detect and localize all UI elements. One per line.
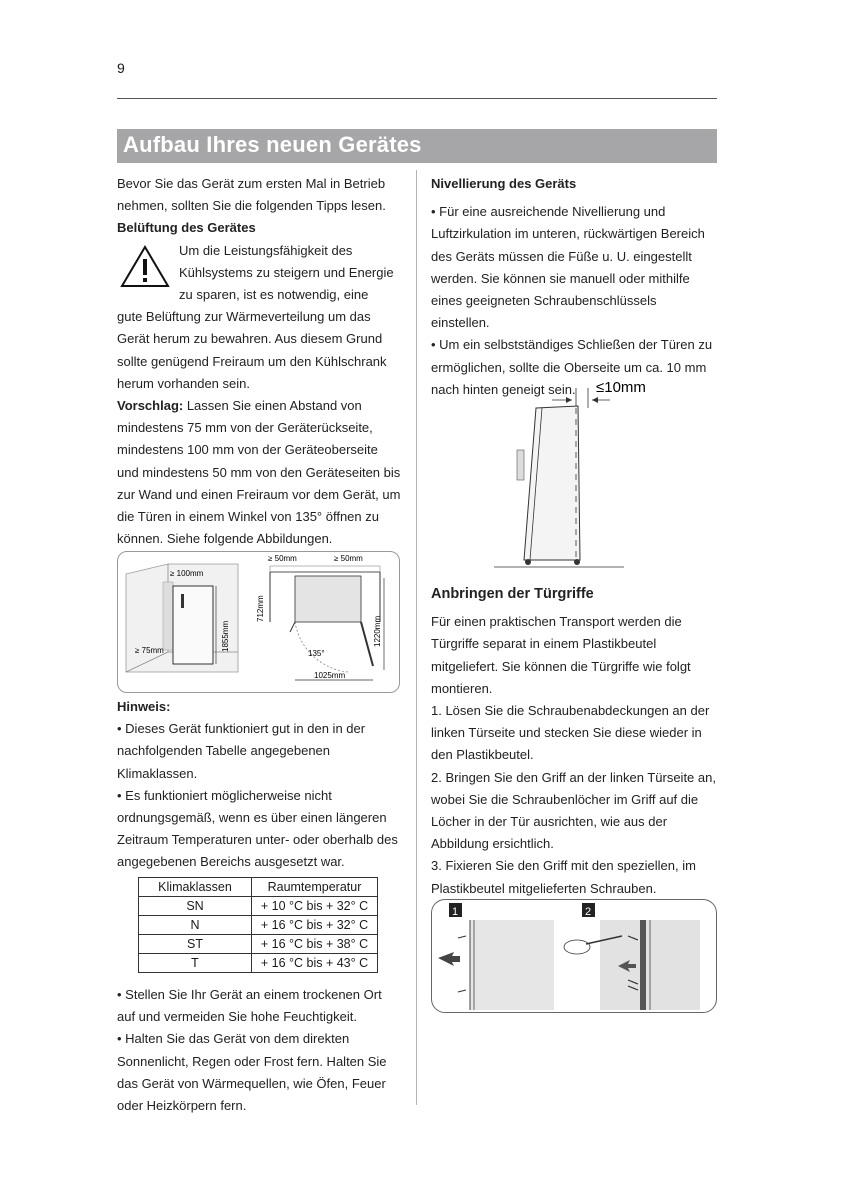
note-1: • Dieses Gerät funktioniert gut in den in der nachfolgenden Tabelle angegebenen Klimaklassen. <box>117 721 366 781</box>
table-row <box>139 897 378 916</box>
climate-class-table <box>138 877 378 973</box>
note-heading: Hinweis: <box>117 699 171 714</box>
label-angle: 135° <box>308 649 325 658</box>
table-cell: N <box>139 916 252 935</box>
ventilation-line-2: Kühlsystems zu steigern und Energie <box>179 264 394 280</box>
handle-intro: Für einen praktischen Transport werden die Türgriffe separat in einem Plastikbeutel mitgeliefert. Sie können die Türgriffe wie folgt montieren. <box>431 614 691 696</box>
figure-label-2: 2 <box>585 906 592 918</box>
figure-label-1: 1 <box>452 906 459 918</box>
table-cell: + 16 °C bis + 32° C <box>252 916 378 935</box>
handle-installation-drawing <box>432 900 716 1012</box>
label-height: 1855mm <box>221 620 230 652</box>
table-row <box>139 935 378 954</box>
table-cell: + 16 °C bis + 43° C <box>252 954 378 973</box>
handle-installation-figure <box>431 899 717 1013</box>
label-depth: 712mm <box>256 595 265 622</box>
page-number: 9 <box>117 60 125 76</box>
table-header-row <box>139 878 378 897</box>
leveling-text-1: • Für eine ausreichende Nivellierung und Luftzirkulation im unteren, rückwärtigen Bereich des Geräts müssen die Füße u. U. eingestellt werden. Sie können sie manuell oder mithilfe eines geeigneten Schraubenschlüssels einstellen. <box>431 204 705 331</box>
table-header-temperature: Raumtemperatur <box>252 878 378 897</box>
ventilation-warning-block <box>117 240 401 307</box>
tip-1: • Stellen Sie Ihr Gerät an einem trockenen Ort auf und vermeiden Sie hohe Feuchtigkeit. <box>117 987 382 1025</box>
step-3: 3. Fixieren Sie den Griff mit den speziellen, im Plastikbeutel mitgelieferten Schrauben. <box>431 858 696 896</box>
right-column <box>431 173 717 401</box>
step-1: 1. Lösen Sie die Schraubenabdeckungen an der linken Türseite und stecken Sie diese wieder in den Plastikbeutel. <box>431 703 710 763</box>
label-width: 1025mm <box>314 671 346 680</box>
leveling-text-2: • Um ein selbstständiges Schließen der Türen zu ermöglichen, sollte die Oberseite um ca. 10 mm nach hinten geneigt sein. <box>431 337 713 397</box>
ventilation-line-1: Um die Leistungsfähigkeit des <box>179 242 353 258</box>
table-cell: + 16 °C bis + 38° C <box>252 935 378 954</box>
handle-heading: Anbringen der Türgriffe <box>431 586 594 602</box>
table-row <box>139 954 378 973</box>
table-cell: + 10 °C bis + 32° C <box>252 897 378 916</box>
ventilation-line-3: zu sparen, ist es notwendig, eine <box>179 287 369 303</box>
table-cell: SN <box>139 897 252 916</box>
tilt-diagram <box>492 378 652 573</box>
notes-block <box>117 696 401 874</box>
label-door-depth: 1220mm <box>373 615 382 647</box>
intro-text: Bevor Sie das Gerät zum ersten Mal in Betrieb nehmen, sollten Sie die folgenden Tipps lesen. <box>117 176 386 214</box>
section-title: Aufbau Ihres neuen Gerätes <box>123 132 422 157</box>
warning-icon <box>119 244 171 290</box>
table-header-class: Klimaklassen <box>139 878 252 897</box>
clearance-diagram-drawing <box>118 552 399 692</box>
tips-block <box>117 984 401 1117</box>
tip-2: • Halten Sie das Gerät von dem direkten Sonnenlicht, Regen oder Frost fern. Halten Sie das Gerät von Wärmequellen, wie Öfen, Feuer oder Heizkörpern fern. <box>117 1031 387 1114</box>
label-top-gap: ≥ 100mm <box>170 569 204 578</box>
handle-section <box>431 583 717 900</box>
suggestion-label: Vorschlag: <box>117 398 184 414</box>
ventilation-heading: Belüftung des Gerätes <box>117 220 256 236</box>
note-2: • Es funktioniert möglicherweise nicht ordnungsgemäß, wenn es über einen längeren Zeitraum Temperaturen unter- oder oberhalb des angegebenen Bereichs ausgesetzt war. <box>117 787 398 870</box>
suggestion-paragraph <box>117 395 401 550</box>
clearance-diagram <box>117 551 400 693</box>
table-row <box>139 916 378 935</box>
left-column <box>117 173 401 550</box>
ventilation-text: gute Belüftung zur Wärmeverteilung um das Gerät herum zu bewahren. Aus diesem Grund sollte genügend Freiraum um den Kühlschrank herum vorhanden sein. <box>117 309 387 391</box>
header-rule <box>117 98 717 99</box>
label-side-gap-left: ≥ 50mm <box>268 554 297 563</box>
table-cell: T <box>139 954 252 973</box>
label-side-gap-right: ≥ 50mm <box>334 554 363 563</box>
column-divider <box>416 170 417 1105</box>
section-banner <box>117 129 717 163</box>
leveling-heading: Nivellierung des Geräts <box>431 176 577 191</box>
step-2: 2. Bringen Sie den Griff an der linken Türseite an, wobei Sie die Schraubenlöcher im Griff auf die Löcher in der Tür ausrichten, wie aus der Abbildung ersichtlich. <box>431 769 716 852</box>
suggestion-text: Lassen Sie einen Abstand von mindestens 75 mm von der Geräterückseite, mindestens 100 mm von der Geräteoberseite und mindestens 50 mm von den Geräteseiten bis zur Wand und einen Freiraum vor dem Gerät, um die Türen in einem Winkel von 135° öffnen zu können. Siehe folgende Abbildungen. <box>117 398 401 547</box>
table-cell: ST <box>139 935 252 954</box>
label-back-gap: ≥ 75mm <box>135 646 164 655</box>
tilt-label: ≤10mm <box>596 379 646 396</box>
